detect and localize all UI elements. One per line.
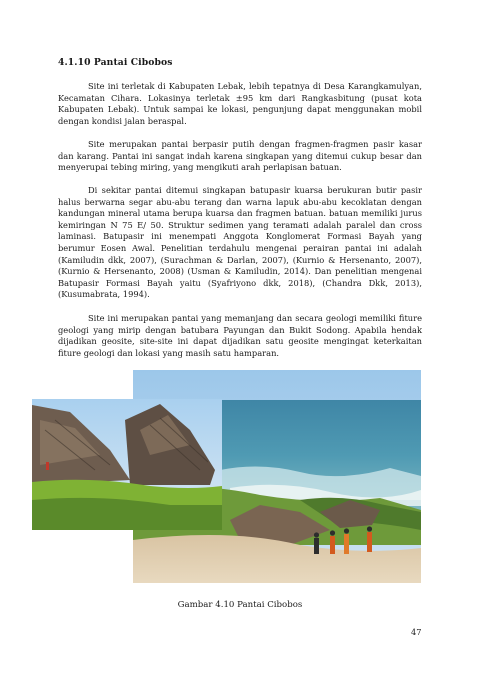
figure-caption: Gambar 4.10 Pantai Cibobos <box>177 600 303 610</box>
paragraph-geosite: Site ini merupakan pantai yang memanjang dan secara geologi memiliki fiture geologi yang mirip dengan batubara Payungan dan Bukit Sodong. Apabila hendak dijadikan geosite, site-site ini dapat dijadikan satu geosite mengingat keterkaitan fiture geologi dan lokasi yang masih satu hamparan. <box>58 313 422 358</box>
page-number: 47 <box>411 627 422 637</box>
paragraph-description: Site merupakan pantai berpasir putih dengan fragmen-fragmen pasir kasar dan karang. Pantai ini sangat indah karena singkapan yang ditemui cukup besar dan menyerupai tebing miring, yang mengikuti arah perlapisan batuan. <box>58 139 422 173</box>
paragraph-location: Site ini terletak di Kabupaten Lebak, lebih tepatnya di Desa Karangkamulyan, Kecamatan Cihara. Lokasinya terletak ±95 km dari Rangkasbitung (pusat kota Kabupaten Lebak). Untuk sampai ke lokasi, pengunjung dapat menggunakan mobil dengan kondisi jalan beraspal. <box>58 81 422 126</box>
section-heading: 4.1.10 Pantai Cibobos <box>58 57 173 68</box>
rock-outcrop-photo-inset <box>32 399 222 530</box>
paragraph-geology: Di sekitar pantai ditemui singkapan batupasir kuarsa berukuran butir pasir halus berwarna segar abu-abu terang dan warna lapuk abu-abu kecoklatan dengan kandungan mineral utama berupa kuarsa dan fragmen batuan. batuan memiliki jurus kemiringan N 75 E/ 50. Struktur sedimen yang teramati adalah paralel dan cross laminasi. Batupasir ini menempati Anggota Konglomerat Formasi Bayah yang berumur Eosen Awal. Penelitian terdahulu mengenai perairan pantai ini adalah (Kamiludin dkk, 2007), (Surachman & Darlan, 2007), (Kurnio & Hersenanto, 2007), (Kurnio & Hersenanto, 2008) (Usman & Kamiludin, 2014). Dan penelitian mengenai Batupasir Formasi Bayah yaitu (Syafriyono dkk, 2018), (Chandra Dkk, 2013), (Kusumabrata, 1994). <box>58 185 422 300</box>
